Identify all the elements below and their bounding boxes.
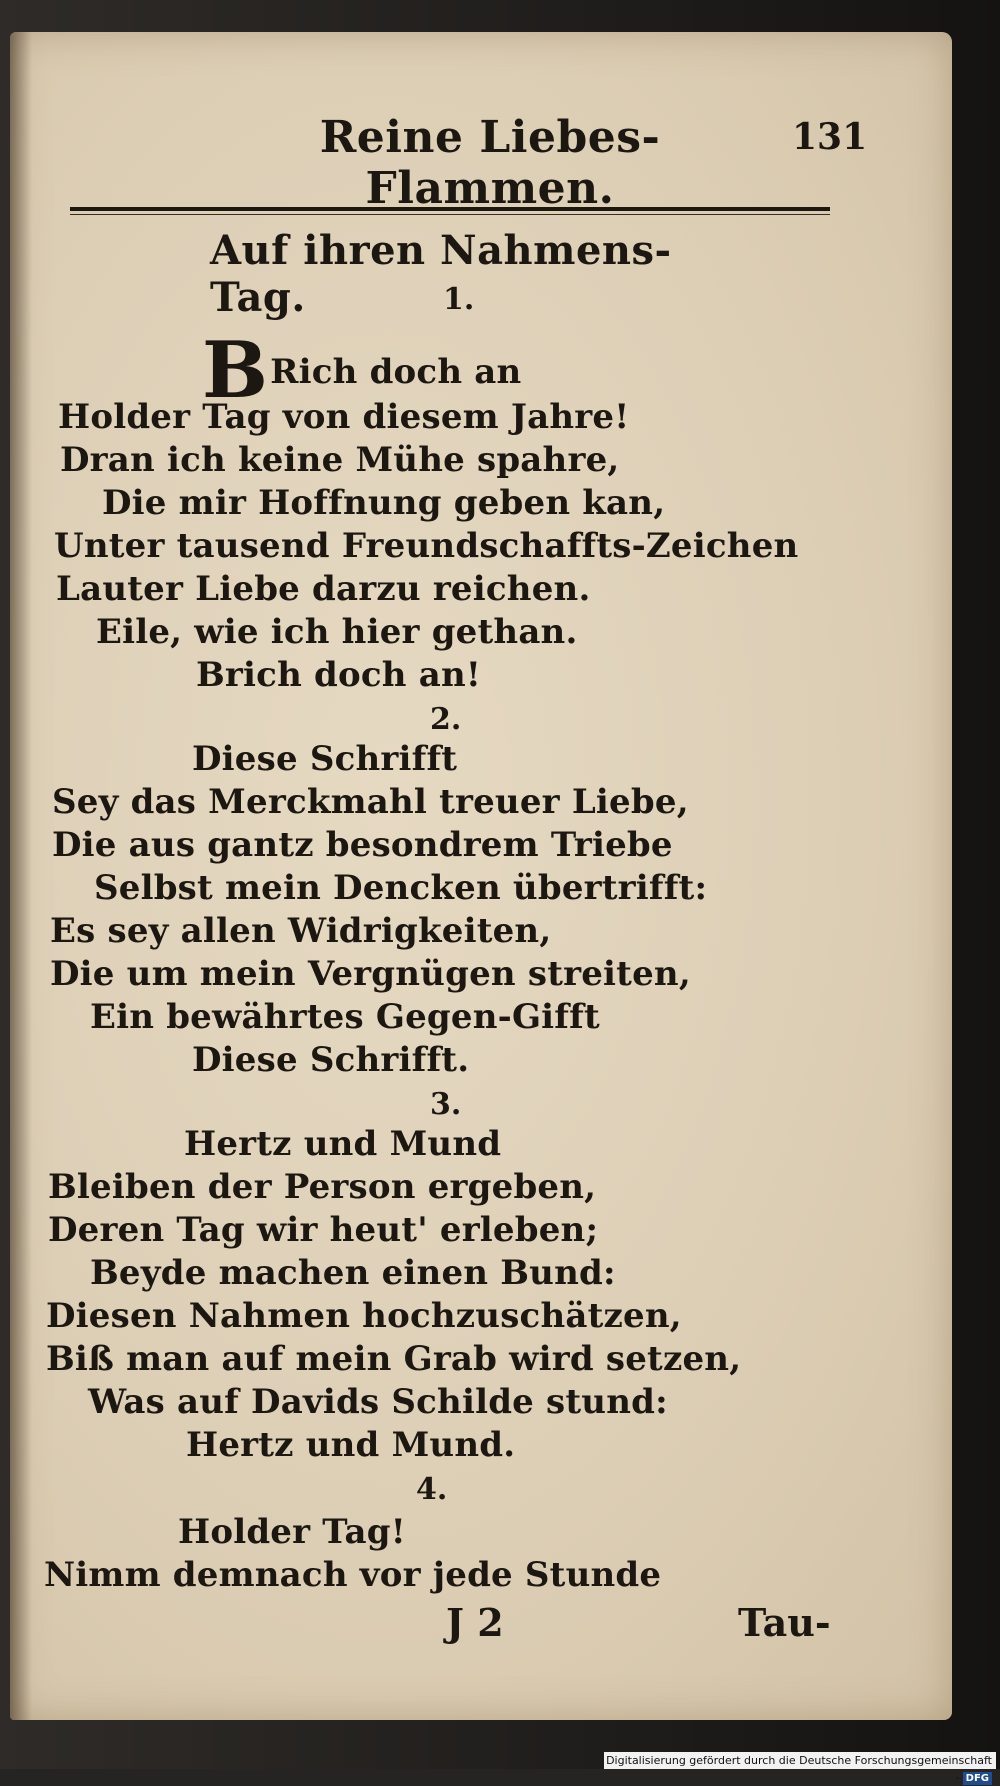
poem-line: Lauter Liebe darzu reichen. xyxy=(56,569,591,609)
poem-line: Holder Tag! xyxy=(178,1512,406,1552)
poem-line: Diesen Nahmen hochzuschätzen, xyxy=(46,1296,682,1336)
poem-line: Eile, wie ich hier gethan. xyxy=(96,612,578,652)
stanza-number: 2. xyxy=(430,702,462,737)
poem-line: Die um mein Vergnügen streiten, xyxy=(50,954,691,994)
poem-line: Selbst mein Dencken übertrifft: xyxy=(94,868,708,908)
poem-line: Bleiben der Person ergeben, xyxy=(48,1167,597,1207)
poem-line: Beyde machen einen Bund: xyxy=(90,1253,616,1293)
poem-line: Es sey allen Widrigkeiten, xyxy=(50,911,552,951)
digitization-credit xyxy=(604,1752,996,1784)
book-page xyxy=(10,32,952,1720)
poem-line: Diese Schrifft. xyxy=(192,1040,470,1080)
catchword: Tau- xyxy=(738,1600,831,1645)
credit-text: Digitalisierung gefördert durch die Deutsche Forschungsgemeinschaft - xyxy=(606,1754,992,1784)
poem-line: Brich doch an! xyxy=(196,655,482,695)
signature-mark: J 2 xyxy=(446,1600,504,1645)
poem-line: Ein bewährtes Gegen-Gifft xyxy=(90,997,600,1037)
poem-line: Dran ich keine Mühe spahre, xyxy=(60,440,620,480)
poem-line: Biß man auf mein Grab wird setzen, xyxy=(46,1339,742,1379)
poem-line: Deren Tag wir heut' erleben; xyxy=(48,1210,599,1250)
poem-line: Die mir Hoffnung geben kan, xyxy=(102,483,666,523)
poem-title: Auf ihren Nahmens-Tag. xyxy=(210,227,672,321)
stanza-number: 1. xyxy=(443,282,475,317)
drop-cap: B xyxy=(202,325,269,416)
poem-line: Sey das Merckmahl treuer Liebe, xyxy=(52,782,689,822)
gutter-shadow xyxy=(10,32,32,1720)
page-number: 131 xyxy=(792,116,868,158)
poem-line: Hertz und Mund. xyxy=(186,1425,516,1465)
poem-line: Holder Tag von diesem Jahre! xyxy=(58,397,630,437)
running-head: Reine Liebes-Flammen. xyxy=(319,112,661,214)
header-rule xyxy=(70,207,830,211)
poem-line: Unter tausend Freundschaffts-Zeichen xyxy=(54,526,799,566)
header-rule-thin xyxy=(70,214,830,215)
poem-line: Die aus gantz besondrem Triebe xyxy=(52,825,673,865)
dfg-logo: DFG xyxy=(963,1772,992,1785)
stanza-number: 3. xyxy=(430,1087,462,1122)
poem-line: Hertz und Mund xyxy=(184,1124,502,1164)
poem-line-text: Rich doch an xyxy=(270,352,522,392)
poem-line: Was auf Davids Schilde stund: xyxy=(88,1382,668,1422)
stanza-number: 4. xyxy=(416,1472,448,1507)
poem-line: Nimm demnach vor jede Stunde xyxy=(44,1555,662,1595)
poem-line: Diese Schrifft xyxy=(192,739,458,779)
